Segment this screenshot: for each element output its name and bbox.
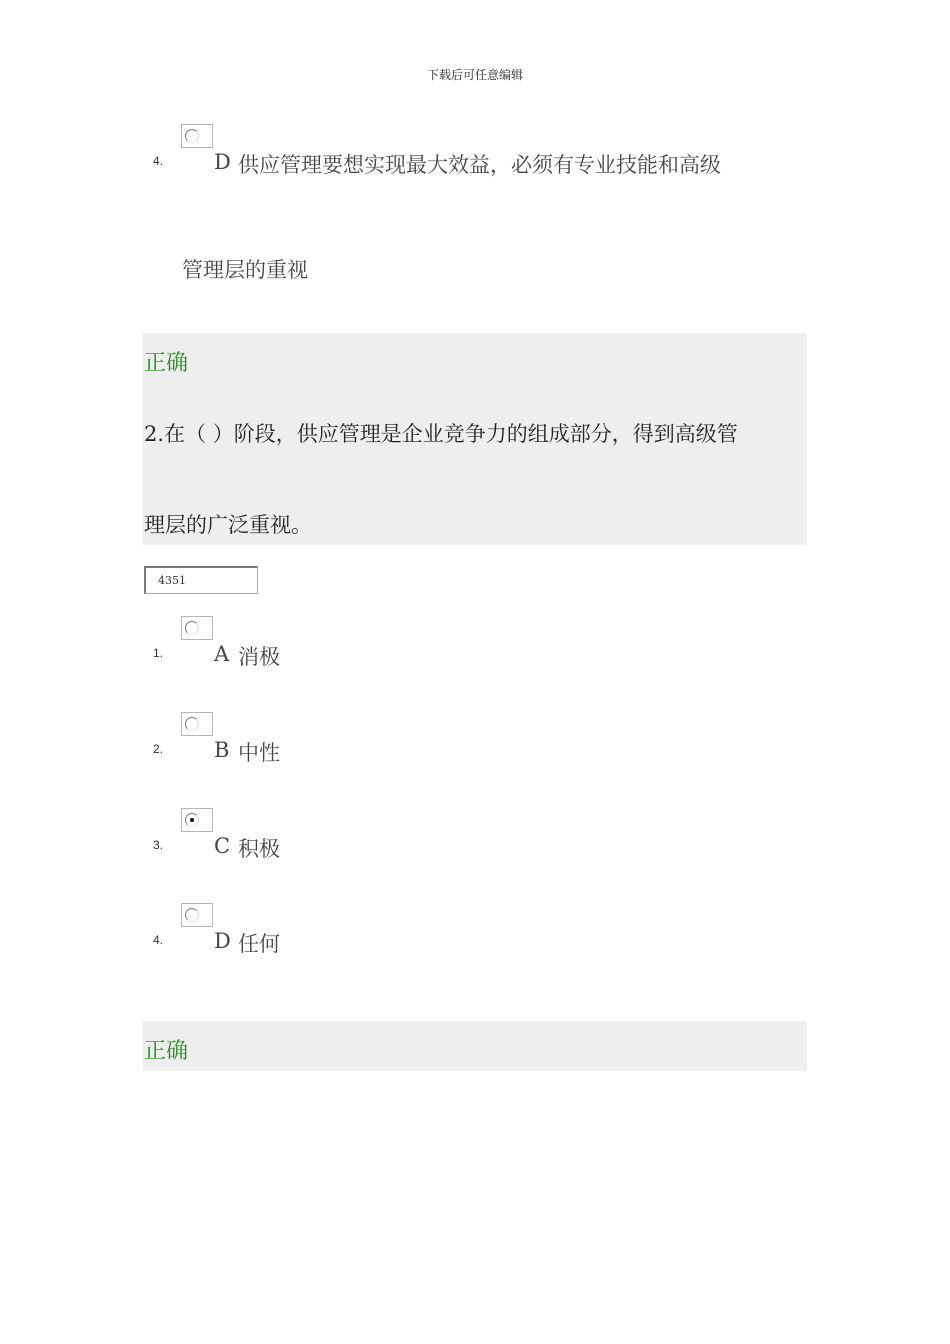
option-letter: B — [214, 738, 230, 762]
option-d-radio[interactable] — [181, 903, 213, 927]
page-header: 下载后可任意编辑 — [426, 68, 523, 82]
answer-code-input[interactable] — [146, 568, 257, 593]
option-number: 2. — [153, 742, 164, 756]
answer-code-field[interactable] — [144, 566, 258, 594]
radio-circle-icon — [185, 908, 199, 922]
question-2-number: 2. — [144, 422, 165, 446]
question-2-line1: 在（ ）阶段，供应管理是企业竞争力的组成部分，得到高级管 — [164, 422, 738, 446]
option-letter: D — [214, 150, 231, 174]
option-text: 供应管理要想实现最大效益，必须有专业技能和高级 — [238, 153, 721, 177]
option-text: 任何 — [238, 932, 280, 956]
question-2-text — [144, 418, 738, 448]
option-b-radio[interactable] — [181, 712, 213, 736]
radio-circle-icon — [185, 717, 199, 731]
option-a-radio[interactable] — [181, 616, 213, 640]
result-band — [143, 1021, 807, 1071]
radio-circle-icon — [185, 129, 199, 143]
radio-circle-icon — [185, 621, 199, 635]
option-d-radio[interactable] — [181, 124, 213, 148]
option-number: 4. — [153, 933, 164, 947]
question-2-line2: 理层的广泛重视。 — [144, 513, 312, 537]
option-letter: A — [214, 642, 230, 666]
result-correct-label: 正确 — [144, 351, 189, 376]
option-number: 1. — [153, 646, 164, 660]
option-number: 3. — [153, 838, 164, 852]
option-text: 消极 — [238, 645, 280, 669]
option-text: 积极 — [238, 837, 280, 861]
option-letter: D — [214, 929, 231, 953]
option-text: 中性 — [238, 741, 280, 765]
result-correct-label: 正确 — [144, 1039, 189, 1064]
option-number: 4. — [153, 154, 164, 168]
option-text-continued: 管理层的重视 — [182, 258, 308, 282]
option-letter: C — [214, 834, 231, 858]
radio-selected-dot-icon — [190, 818, 194, 822]
radio-circle-icon — [185, 813, 199, 827]
option-c-radio[interactable] — [181, 808, 213, 832]
